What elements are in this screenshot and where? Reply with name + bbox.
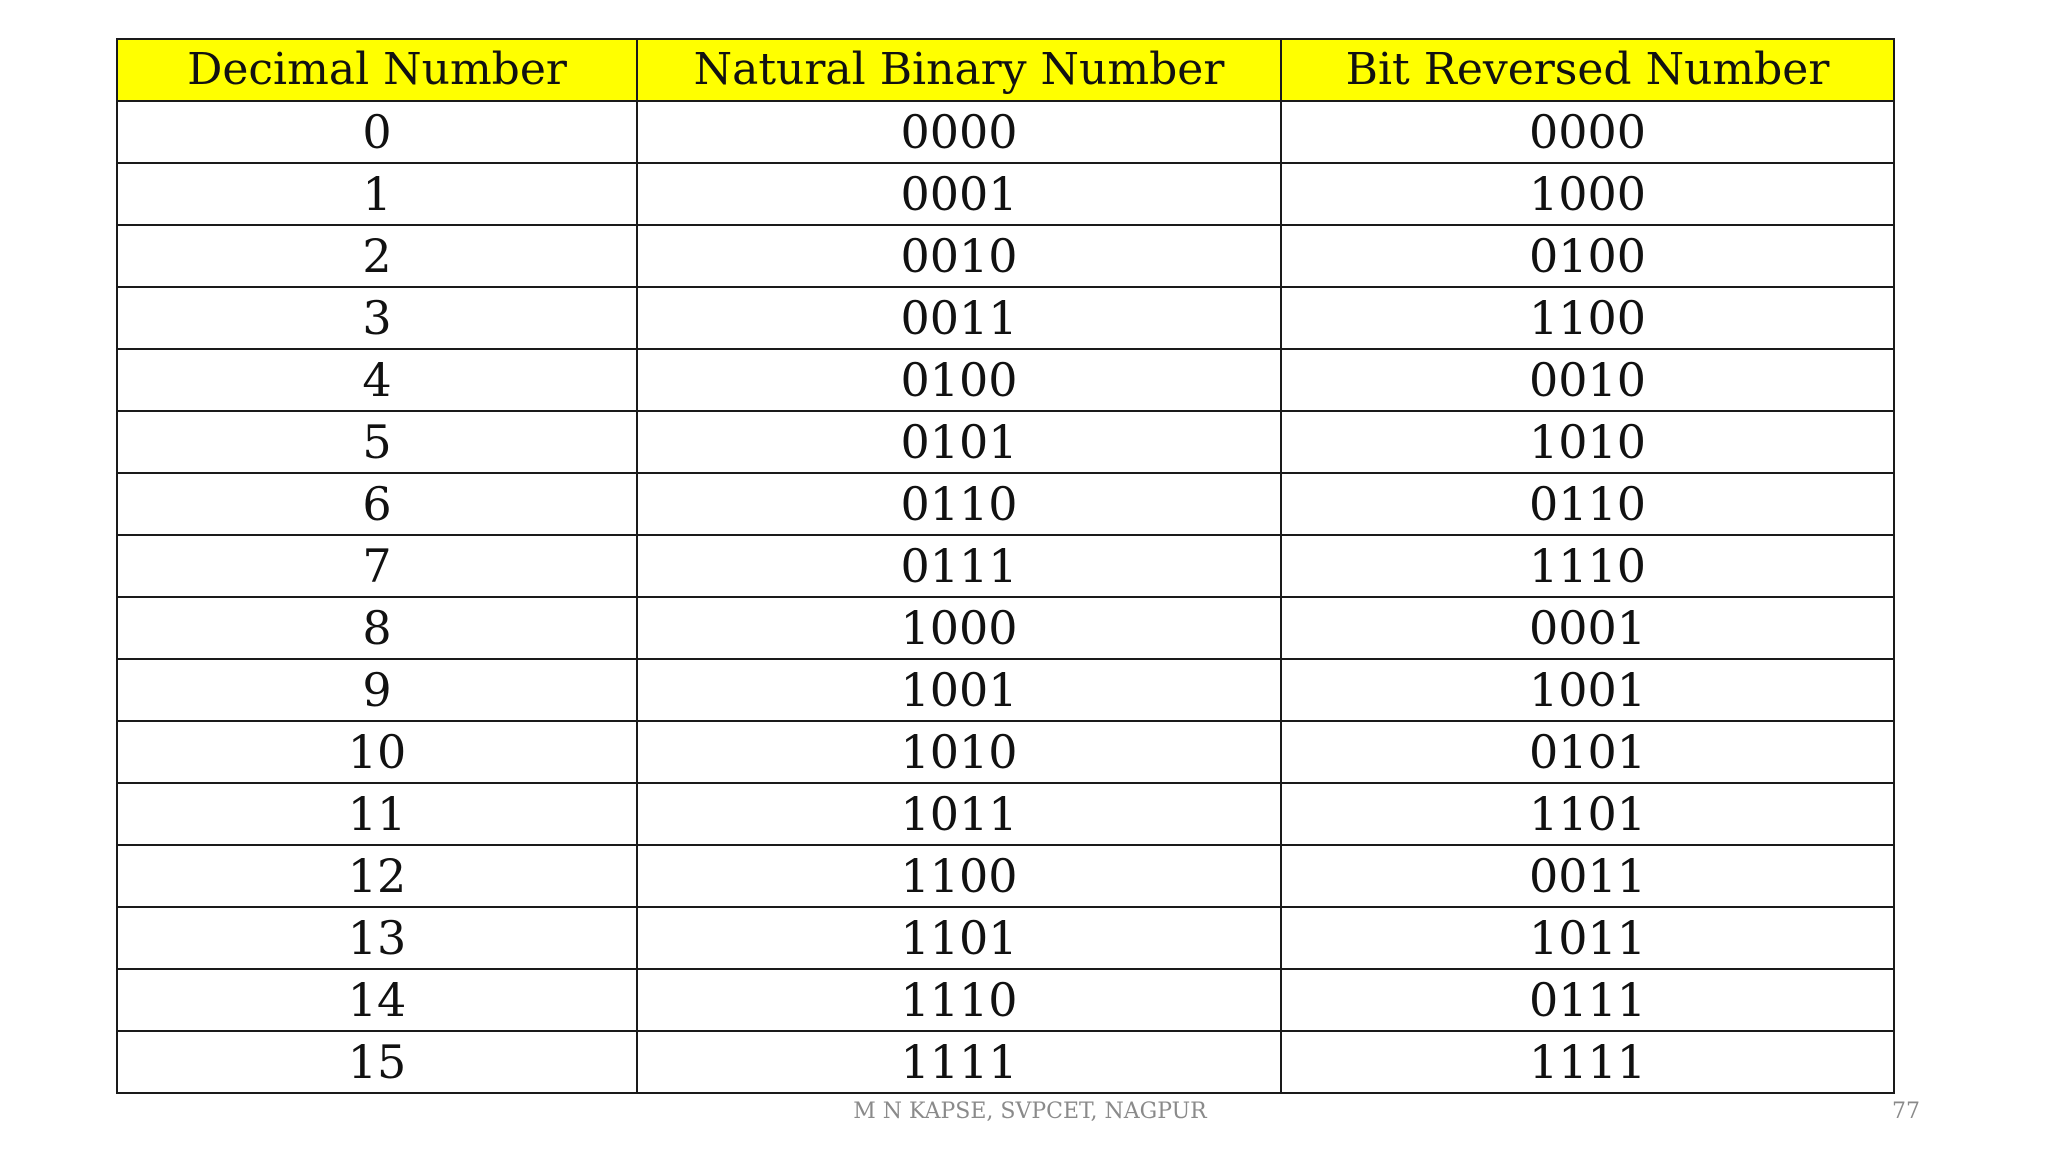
cell-natural-binary: 0101 — [637, 411, 1281, 473]
footer-author: M N KAPSE, SVPCET, NAGPUR — [853, 1099, 1207, 1124]
table-row — [117, 907, 1894, 969]
cell-natural-binary: 0010 — [637, 225, 1281, 287]
cell-bit-reversed: 1111 — [1281, 1031, 1894, 1093]
cell-decimal: 11 — [117, 783, 637, 845]
cell-bit-reversed: 0100 — [1281, 225, 1894, 287]
cell-natural-binary: 1111 — [637, 1031, 1281, 1093]
table-header-row — [117, 39, 1894, 101]
cell-decimal: 7 — [117, 535, 637, 597]
cell-bit-reversed: 1000 — [1281, 163, 1894, 225]
cell-bit-reversed: 0111 — [1281, 969, 1894, 1031]
table-row — [117, 969, 1894, 1031]
page-number: 77 — [1892, 1099, 1920, 1124]
cell-bit-reversed: 0011 — [1281, 845, 1894, 907]
cell-natural-binary: 1100 — [637, 845, 1281, 907]
table-row — [117, 163, 1894, 225]
cell-bit-reversed: 0010 — [1281, 349, 1894, 411]
table-body — [117, 101, 1894, 1093]
table-row — [117, 225, 1894, 287]
table-row — [117, 287, 1894, 349]
table-row — [117, 473, 1894, 535]
cell-decimal: 15 — [117, 1031, 637, 1093]
table-row — [117, 783, 1894, 845]
cell-decimal: 12 — [117, 845, 637, 907]
table-row — [117, 659, 1894, 721]
header-bit-reversed-number: Bit Reversed Number — [1281, 39, 1894, 101]
bit-reversal-table — [116, 38, 1895, 1094]
cell-bit-reversed: 0000 — [1281, 101, 1894, 163]
cell-decimal: 6 — [117, 473, 637, 535]
cell-bit-reversed: 0110 — [1281, 473, 1894, 535]
table-row — [117, 845, 1894, 907]
cell-bit-reversed: 0001 — [1281, 597, 1894, 659]
cell-natural-binary: 0110 — [637, 473, 1281, 535]
cell-natural-binary: 1001 — [637, 659, 1281, 721]
cell-natural-binary: 1101 — [637, 907, 1281, 969]
cell-natural-binary: 0111 — [637, 535, 1281, 597]
cell-natural-binary: 0100 — [637, 349, 1281, 411]
table-row — [117, 411, 1894, 473]
cell-decimal: 3 — [117, 287, 637, 349]
cell-decimal: 9 — [117, 659, 637, 721]
header-natural-binary-number: Natural Binary Number — [637, 39, 1281, 101]
table-row — [117, 535, 1894, 597]
cell-decimal: 8 — [117, 597, 637, 659]
cell-bit-reversed: 1011 — [1281, 907, 1894, 969]
header-decimal-number: Decimal Number — [117, 39, 637, 101]
table-row — [117, 349, 1894, 411]
cell-natural-binary: 0000 — [637, 101, 1281, 163]
cell-bit-reversed: 1010 — [1281, 411, 1894, 473]
cell-natural-binary: 1010 — [637, 721, 1281, 783]
table-row — [117, 101, 1894, 163]
cell-decimal: 5 — [117, 411, 637, 473]
cell-decimal: 4 — [117, 349, 637, 411]
cell-decimal: 14 — [117, 969, 637, 1031]
cell-decimal: 1 — [117, 163, 637, 225]
cell-bit-reversed: 1101 — [1281, 783, 1894, 845]
cell-bit-reversed: 1110 — [1281, 535, 1894, 597]
cell-natural-binary: 0001 — [637, 163, 1281, 225]
table-row — [117, 1031, 1894, 1093]
table-row — [117, 597, 1894, 659]
cell-natural-binary: 1011 — [637, 783, 1281, 845]
cell-natural-binary: 1000 — [637, 597, 1281, 659]
cell-decimal: 10 — [117, 721, 637, 783]
cell-decimal: 13 — [117, 907, 637, 969]
cell-natural-binary: 1110 — [637, 969, 1281, 1031]
table-row — [117, 721, 1894, 783]
cell-bit-reversed: 1001 — [1281, 659, 1894, 721]
cell-bit-reversed: 0101 — [1281, 721, 1894, 783]
cell-bit-reversed: 1100 — [1281, 287, 1894, 349]
cell-decimal: 0 — [117, 101, 637, 163]
cell-natural-binary: 0011 — [637, 287, 1281, 349]
cell-decimal: 2 — [117, 225, 637, 287]
